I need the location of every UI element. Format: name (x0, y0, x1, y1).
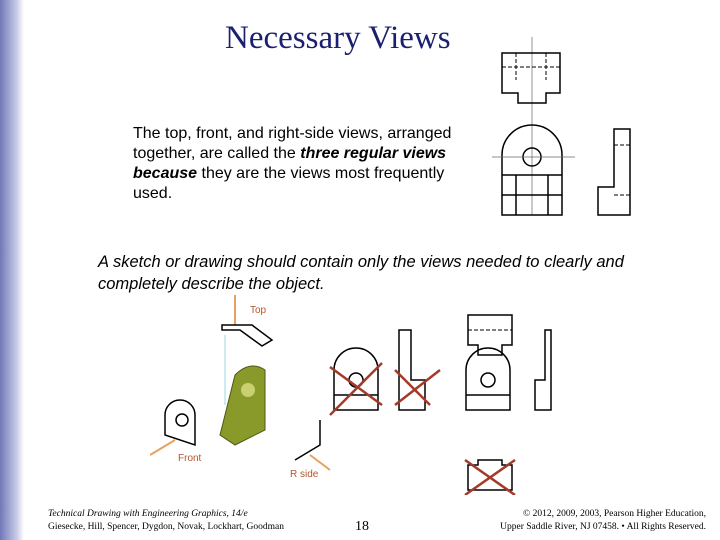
footer-right: © 2012, 2009, 2003, Pearson Higher Education, Upper Saddle River, NJ 07458. • All Rights Reserved. (500, 509, 706, 532)
slide-title: Necessary Views (225, 20, 451, 56)
view-selection-drawing (320, 305, 560, 495)
label-front: Front (178, 453, 202, 464)
necessary-views-text: A sketch or drawing should contain only the views needed to clearly and completely describe the object. (98, 253, 624, 293)
regular-views-text: The top, front, and right-side views, arranged together, are called the three regular views because they are the views most frequently used. (133, 125, 452, 202)
footer-left: Technical Drawing with Engineering Graphics, 14/e Giesecke, Hill, Spencer, Dygdon, Novak, Lockhart, Goodman (48, 509, 285, 532)
label-rside: R side (290, 469, 319, 480)
slide-side-bar (0, 0, 24, 540)
three-view-drawing (480, 35, 660, 220)
page-number: 18 (355, 519, 369, 534)
label-top: Top (250, 305, 267, 316)
